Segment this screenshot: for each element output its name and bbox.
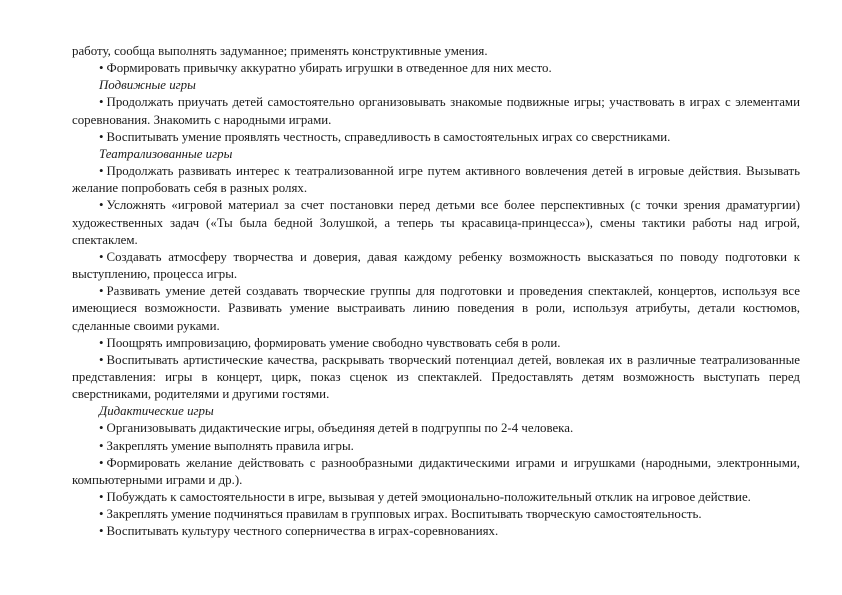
bullet-paragraph: • Формировать привычку аккуратно убирать игрушки в отведенное для них место. xyxy=(99,61,552,76)
bullet-icon: • xyxy=(99,455,104,470)
bullet-icon: • xyxy=(99,284,104,299)
bullet-paragraph: • Развивать умение детей создавать творческие группы для подготовки и проведения спектаклей, концертов, используя все имеющиеся возможности. Развивать умение выстраивать линию поведения в роли, используя атрибуты, детали костюмов, сделанные своими руками. xyxy=(72,284,800,333)
bullet-paragraph: • Воспитывать культуру честного соперничества в играх-соревнованиях. xyxy=(99,524,499,539)
bullet-paragraph: • Закреплять умение выполнять правила игры. xyxy=(99,438,354,453)
bullet-icon: • xyxy=(99,61,104,76)
bullet-paragraph: • Закреплять умение подчиняться правилам в групповых играх. Воспитывать творческую самостоятельность. xyxy=(99,507,702,522)
bullet-icon: • xyxy=(99,490,104,505)
section-heading-theatrical-games: Театрализованные игры xyxy=(99,146,233,161)
bullet-paragraph: • Формировать желание действовать с разнообразными дидактическими играми и игрушками (народными, электронными, компьютерными играми и др.). xyxy=(72,455,800,487)
bullet-icon: • xyxy=(99,507,104,522)
paragraph-continuation: работу, сообща выполнять задуманное; применять конструктивные умения. xyxy=(72,44,488,58)
bullet-paragraph: • Организовывать дидактические игры, объединяя детей в подгруппы по 2-4 человека. xyxy=(99,421,574,436)
bullet-icon: • xyxy=(99,198,104,213)
bullet-paragraph: • Воспитывать умение проявлять честность, справедливость в самостоятельных играх со сверстниками. xyxy=(99,129,671,144)
bullet-icon: • xyxy=(99,95,104,110)
bullet-icon: • xyxy=(99,524,104,539)
section-heading-didactic-games: Дидактические игры xyxy=(99,404,214,419)
bullet-icon: • xyxy=(99,164,104,179)
bullet-icon: • xyxy=(99,249,104,264)
bullet-icon: • xyxy=(99,438,104,453)
bullet-paragraph: • Усложнять «игровой материал за счет постановки перед детьми все более перспективных (с точки зрения драматургии) художественных задач («Ты была бедной Золушкой, а теперь ты красавица-принцесса»), смены тактики работы над игрой, спектаклем. xyxy=(72,198,800,247)
bullet-paragraph: • Продолжать развивать интерес к театрализованной игре путем активного вовлечения детей в игровые действия. Вызывать желание попробовать себя в разных ролях. xyxy=(72,164,800,196)
bullet-paragraph: • Создавать атмосферу творчества и доверия, давая каждому ребенку возможность высказаться по поводу подготовки к выступлению, процесса игры. xyxy=(72,249,800,282)
section-heading-outdoor-games: Подвижные игры xyxy=(99,78,196,93)
bullet-paragraph: • Побуждать к самостоятельности в игре, вызывая у детей эмоционально-положительный отклик на игровое действие. xyxy=(99,490,751,505)
bullet-icon: • xyxy=(99,129,104,144)
document-page xyxy=(72,43,800,541)
bullet-paragraph: • Воспитывать артистические качества, раскрывать творческий потенциал детей, вовлекая их в различные театрализованные представления: игры в концерт, цирк, показ сценок из спектаклей. Предоставлять детям возможность выступать перед сверстниками, родителями и другими гостями. xyxy=(72,352,800,402)
bullet-paragraph: • Поощрять импровизацию, формировать умение свободно чувствовать себя в роли. xyxy=(99,335,561,350)
bullet-paragraph: • Продолжать приучать детей самостоятельно организовывать знакомые подвижные игры; участвовать в играх с элементами соревнования. Знакомить с народными играми. xyxy=(72,95,800,127)
bullet-icon: • xyxy=(99,335,104,350)
bullet-icon: • xyxy=(99,352,104,367)
bullet-icon: • xyxy=(99,421,104,436)
